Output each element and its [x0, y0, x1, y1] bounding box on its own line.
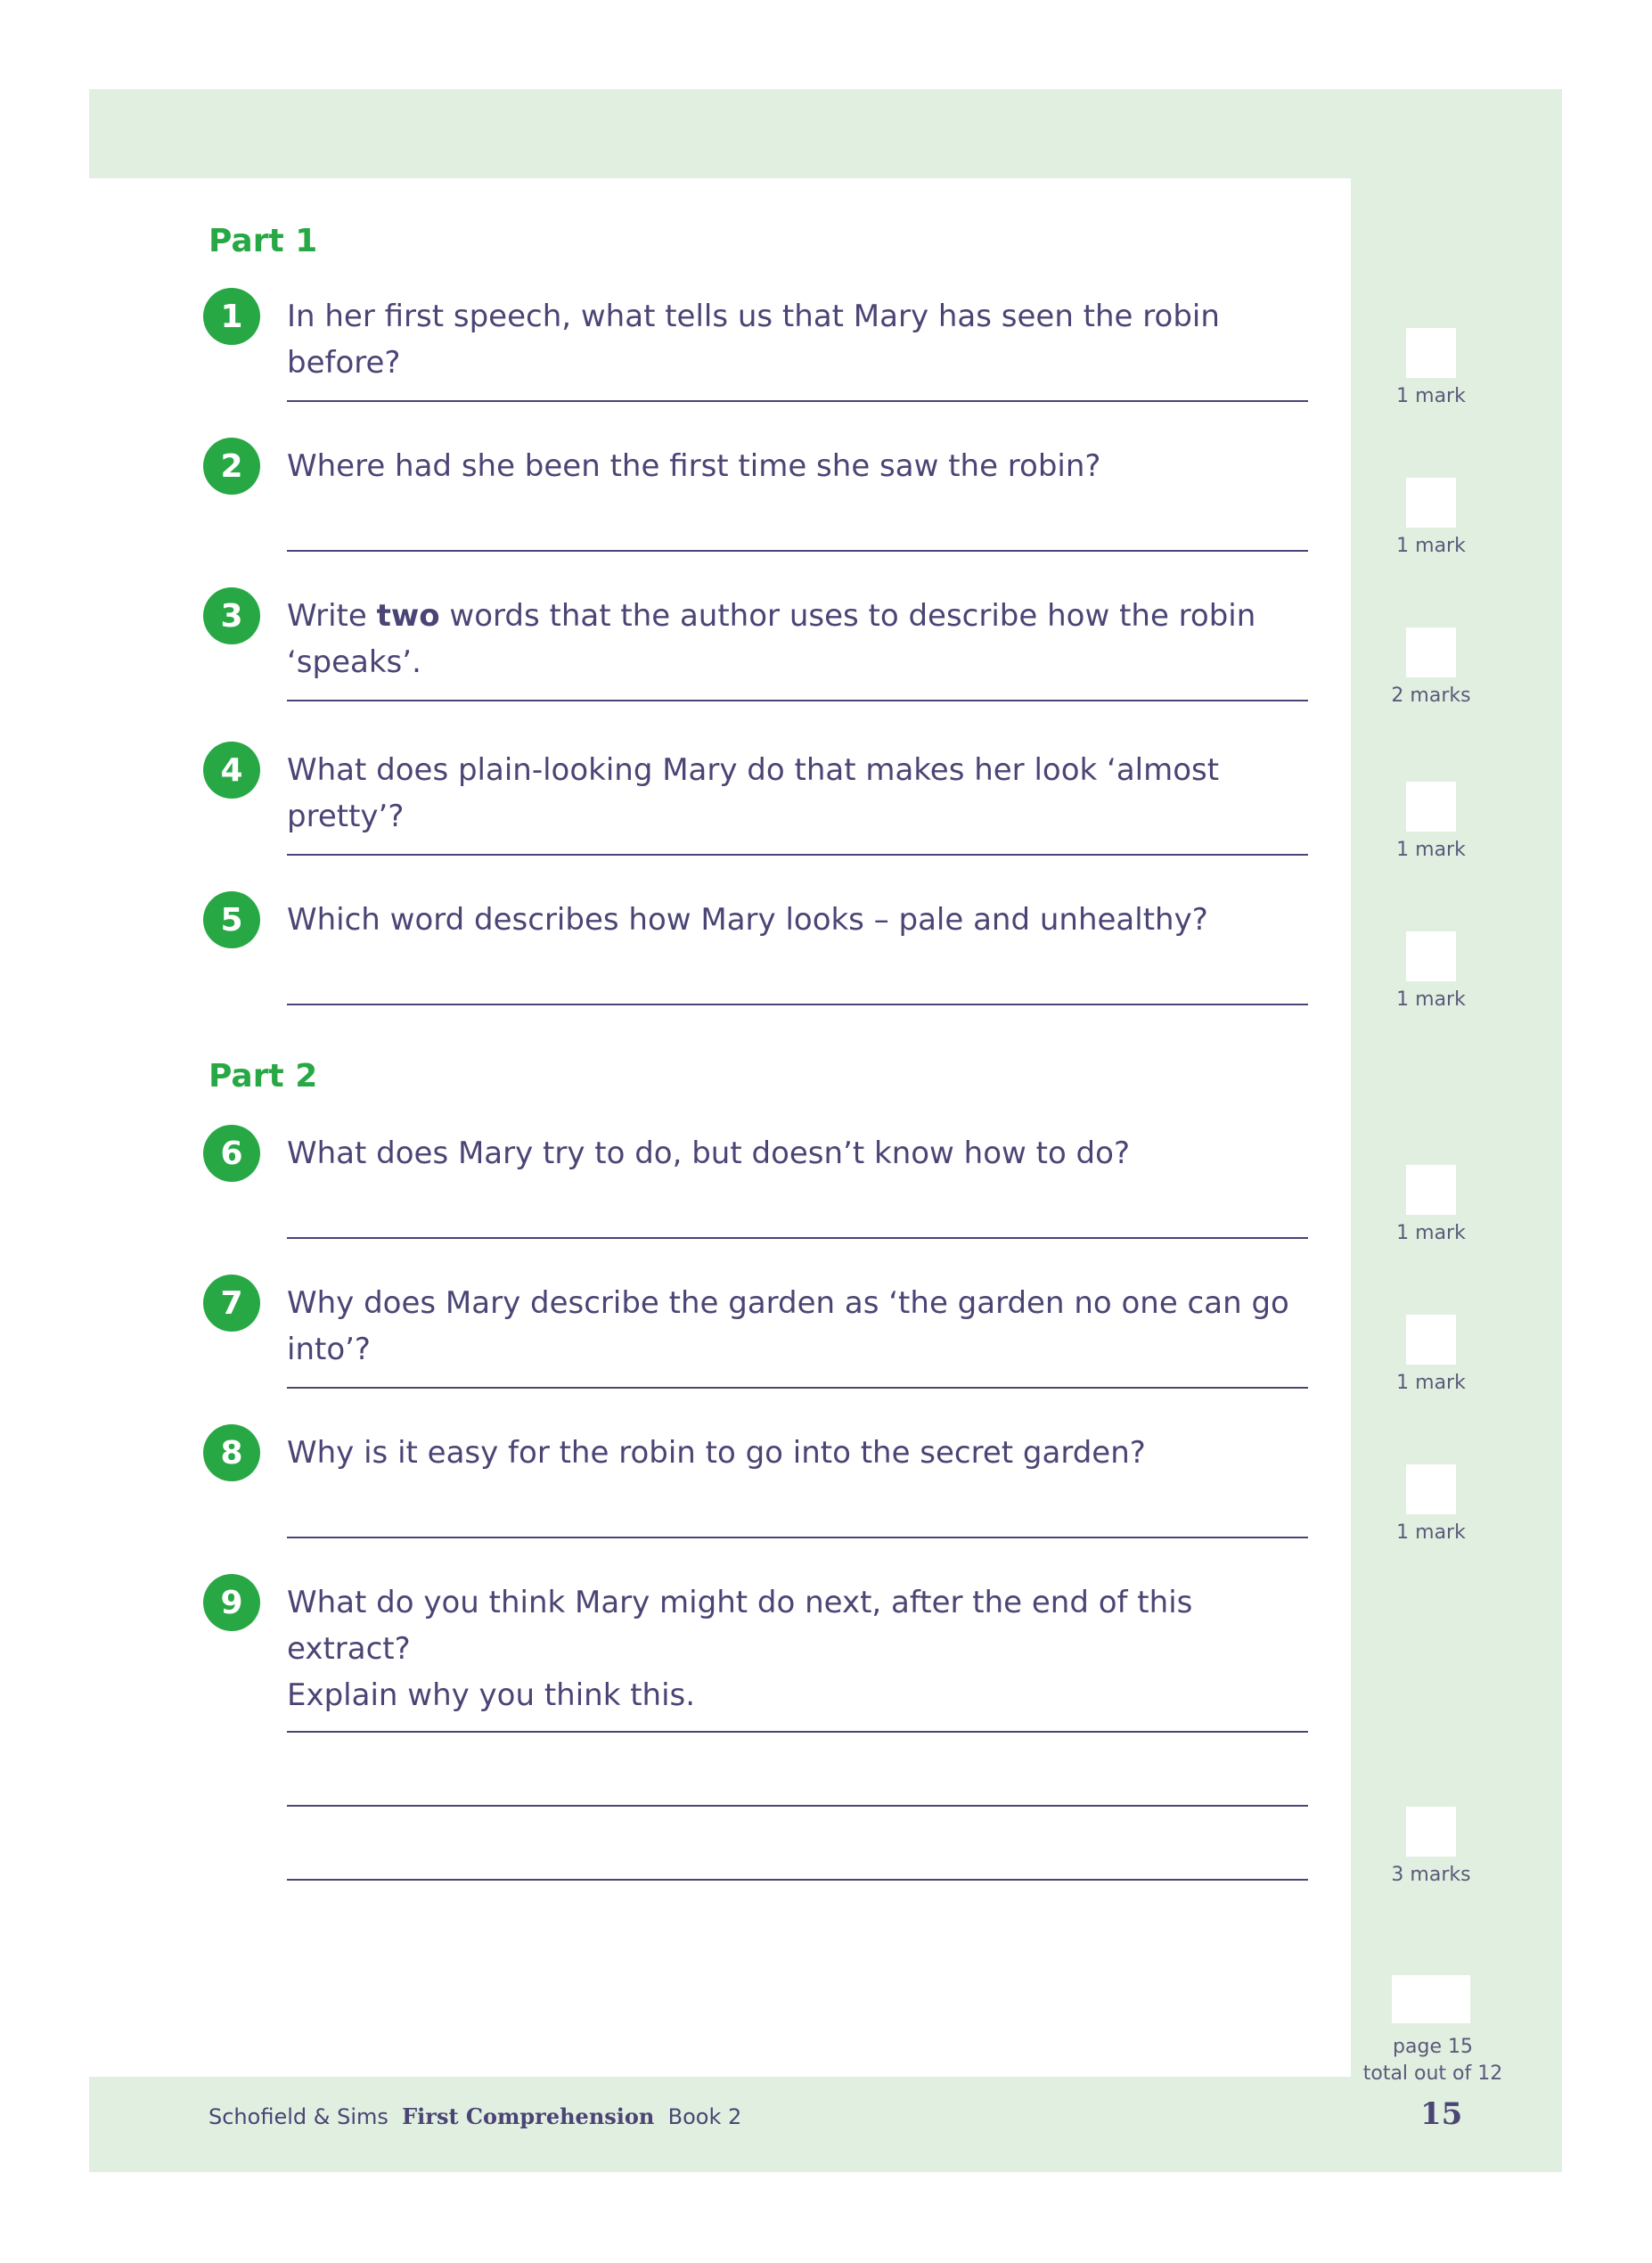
question-2-text: Where had she been the first time she saw the robin?	[287, 448, 1101, 484]
question-1-answer-line[interactable]	[287, 400, 1308, 402]
page-total-box[interactable]	[1392, 1975, 1470, 2023]
question-4-mark-box[interactable]	[1406, 782, 1456, 832]
question-8-text: Why is it easy for the robin to go into the secret garden?	[287, 1435, 1146, 1471]
question-3-number: 3	[203, 587, 260, 644]
question-6-text: What does Mary try to do, but doesn’t know how to do?	[287, 1136, 1130, 1171]
question-9-answer-line-3[interactable]	[287, 1879, 1308, 1881]
question-4-number: 4	[203, 742, 260, 799]
question-5-mark-box[interactable]	[1406, 931, 1456, 981]
total-label: total out of 12	[1362, 2062, 1503, 2085]
question-7-answer-line[interactable]	[287, 1387, 1308, 1389]
question-4-marks: 1 mark	[1396, 839, 1466, 861]
question-9-text	[287, 1579, 1321, 1718]
question-7-text: Why does Mary describe the garden as ‘the garden no one can go into’?	[287, 1285, 1289, 1367]
question-7-marks: 1 mark	[1396, 1372, 1466, 1394]
question-9-line-2: Explain why you think this.	[287, 1677, 696, 1713]
question-7-number: 7	[203, 1275, 260, 1332]
question-5-text: Which word describes how Mary looks – pale and unhealthy?	[287, 902, 1208, 938]
question-6-number: 6	[203, 1125, 260, 1182]
page-number: 15	[1420, 2096, 1463, 2132]
question-1-number: 1	[203, 288, 260, 345]
part-1-heading: Part 1	[209, 223, 318, 259]
question-6-marks: 1 mark	[1396, 1222, 1466, 1244]
page-label: page 15	[1393, 2036, 1473, 2058]
footer-credit	[209, 2103, 741, 2129]
question-1-mark-box[interactable]	[1406, 328, 1456, 378]
question-8-number: 8	[203, 1424, 260, 1481]
question-3-text: Write two words that the author uses to describe how the robin ‘speaks’.	[287, 598, 1256, 680]
part-2-heading: Part 2	[209, 1058, 318, 1095]
book-title: First Comprehension	[402, 2103, 655, 2129]
question-6-answer-line[interactable]	[287, 1237, 1308, 1239]
publisher: Schofield & Sims	[209, 2104, 388, 2129]
question-9-number: 9	[203, 1574, 260, 1631]
book-number: Book 2	[667, 2104, 742, 2129]
question-6-mark-box[interactable]	[1406, 1165, 1456, 1215]
question-5-answer-line[interactable]	[287, 1004, 1308, 1005]
question-9-mark-box[interactable]	[1406, 1807, 1456, 1857]
question-8-mark-box[interactable]	[1406, 1464, 1456, 1514]
question-3-marks: 2 marks	[1391, 685, 1471, 707]
question-7-mark-box[interactable]	[1406, 1315, 1456, 1365]
question-2-mark-box[interactable]	[1406, 478, 1456, 528]
question-9-line-1: What do you think Mary might do next, after the end of this extract?	[287, 1585, 1193, 1667]
question-9-marks: 3 marks	[1391, 1864, 1471, 1886]
question-9-answer-line-1[interactable]	[287, 1731, 1308, 1733]
question-2-marks: 1 mark	[1396, 535, 1466, 557]
question-8-marks: 1 mark	[1396, 1521, 1466, 1544]
question-5-marks: 1 mark	[1396, 988, 1466, 1011]
question-9-answer-line-2[interactable]	[287, 1805, 1308, 1807]
question-8-answer-line[interactable]	[287, 1537, 1308, 1538]
page-total-label	[1354, 2034, 1511, 2087]
question-3-emphasis: two	[376, 598, 440, 634]
question-1-marks: 1 mark	[1396, 385, 1466, 407]
question-5-number: 5	[203, 891, 260, 948]
question-3-mark-box[interactable]	[1406, 627, 1456, 677]
question-4-text: What does plain-looking Mary do that makes her look ‘almost pretty’?	[287, 752, 1220, 834]
question-4-answer-line[interactable]	[287, 854, 1308, 856]
question-2-answer-line[interactable]	[287, 550, 1308, 552]
question-2-number: 2	[203, 438, 260, 495]
question-3-answer-line[interactable]	[287, 700, 1308, 701]
question-1-text: In her first speech, what tells us that Mary has seen the robin before?	[287, 299, 1220, 381]
